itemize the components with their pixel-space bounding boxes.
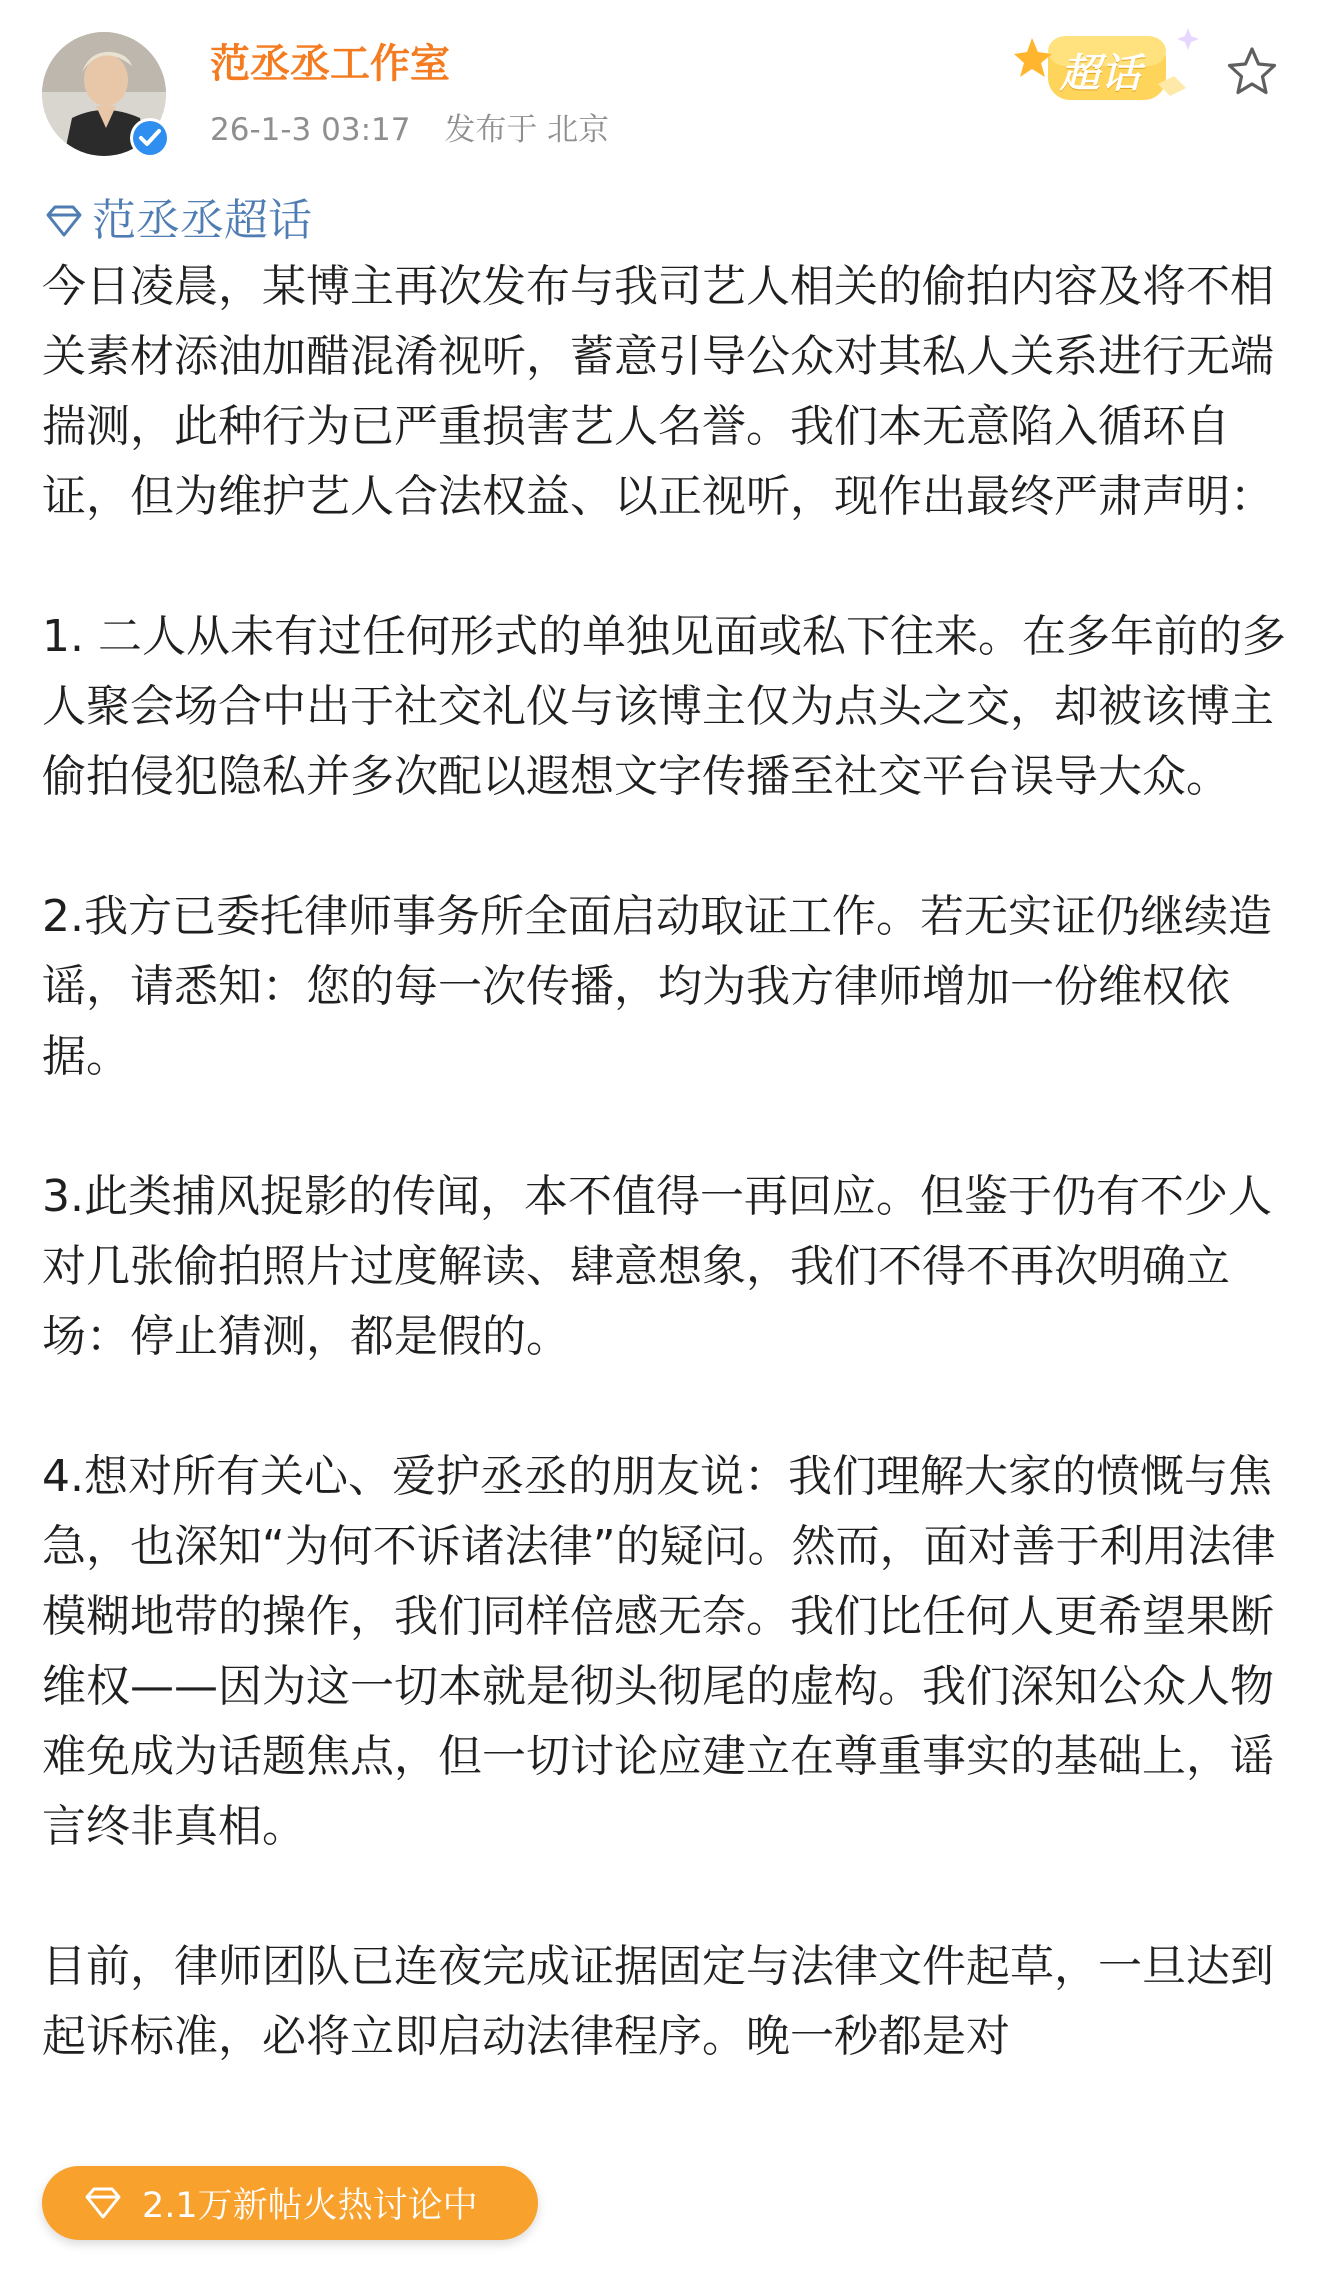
post-location: 发布于 北京: [444, 112, 610, 148]
supertopic-link[interactable]: [42, 190, 1292, 252]
supertopic-badge-label: 超话: [1060, 51, 1142, 97]
post-paragraph-3: 3.此类捕风捉影的传闻，本不值得一再回应。但鉴于仍有不少人对几张偷拍照片过度解读、肆意想象，我们不得不再次明确立场：停止猜测，都是假的。: [42, 1171, 1272, 1362]
paragraph-gap: [42, 1092, 1292, 1162]
paragraph-gap: [42, 532, 1292, 602]
post-paragraph-closing: 目前，律师团队已连夜完成证据固定与法律文件起草，一旦达到起诉标准，必将立即启动法律程序。晚一秒都是对: [42, 1941, 1274, 2062]
supertopic-badge[interactable]: [1008, 22, 1208, 122]
post-meta: [210, 110, 633, 150]
paragraph-gap: [42, 1372, 1292, 1442]
post-paragraph-2: 2.我方已委托律师事务所全面启动取证工作。若无实证仍继续造谣，请悉知：您的每一次传播，均为我方律师增加一份维权依据。: [42, 891, 1272, 1082]
diamond-icon: [42, 199, 86, 243]
post-paragraph-intro: 今日凌晨，某博主再次发布与我司艺人相关的偷拍内容及将不相关素材添油加醋混淆视听，蓄意引导公众对其私人关系进行无端揣测，此种行为已严重损害艺人名誉。我们本无意陷入循环自证，但为维护艺人合法权益、以正视听，现作出最终严肃声明：: [42, 261, 1274, 522]
hot-discussion-pill[interactable]: [42, 2166, 538, 2240]
verified-badge-icon: [130, 118, 170, 158]
paragraph-gap: [42, 812, 1292, 882]
supertopic-link-label: 范丞丞超话: [92, 195, 312, 246]
post-body: [42, 190, 1292, 2072]
author-name[interactable]: 范丞丞工作室: [210, 41, 450, 87]
post-header: [0, 0, 1320, 200]
paragraph-gap: [42, 1862, 1292, 1932]
hot-discussion-label: 2.1万新帖火热讨论中: [142, 2186, 478, 2226]
post-timestamp: 26-1-3 03:17: [210, 112, 411, 148]
star-outline-icon[interactable]: [1224, 44, 1280, 100]
post-paragraph-1: 1. 二人从未有过任何形式的单独见面或私下往来。在多年前的多人聚会场合中出于社交礼仪与该博主仅为点头之交，却被该博主偷拍侵犯隐私并多次配以遐想文字传播至社交平台误导大众。: [42, 611, 1286, 802]
diamond-icon: [82, 2182, 124, 2224]
post-paragraph-4: 4.想对所有关心、爱护丞丞的朋友说：我们理解大家的愤慨与焦急，也深知“为何不诉诸法律”的疑问。然而，面对善于利用法律模糊地带的操作，我们同样倍感无奈。我们比任何人更希望果断维权——因为这一切本就是彻头彻尾的虚构。我们深知公众人物难免成为话题焦点，但一切讨论应建立在尊重事实的基础上，谣言终非真相。: [42, 1451, 1276, 1852]
